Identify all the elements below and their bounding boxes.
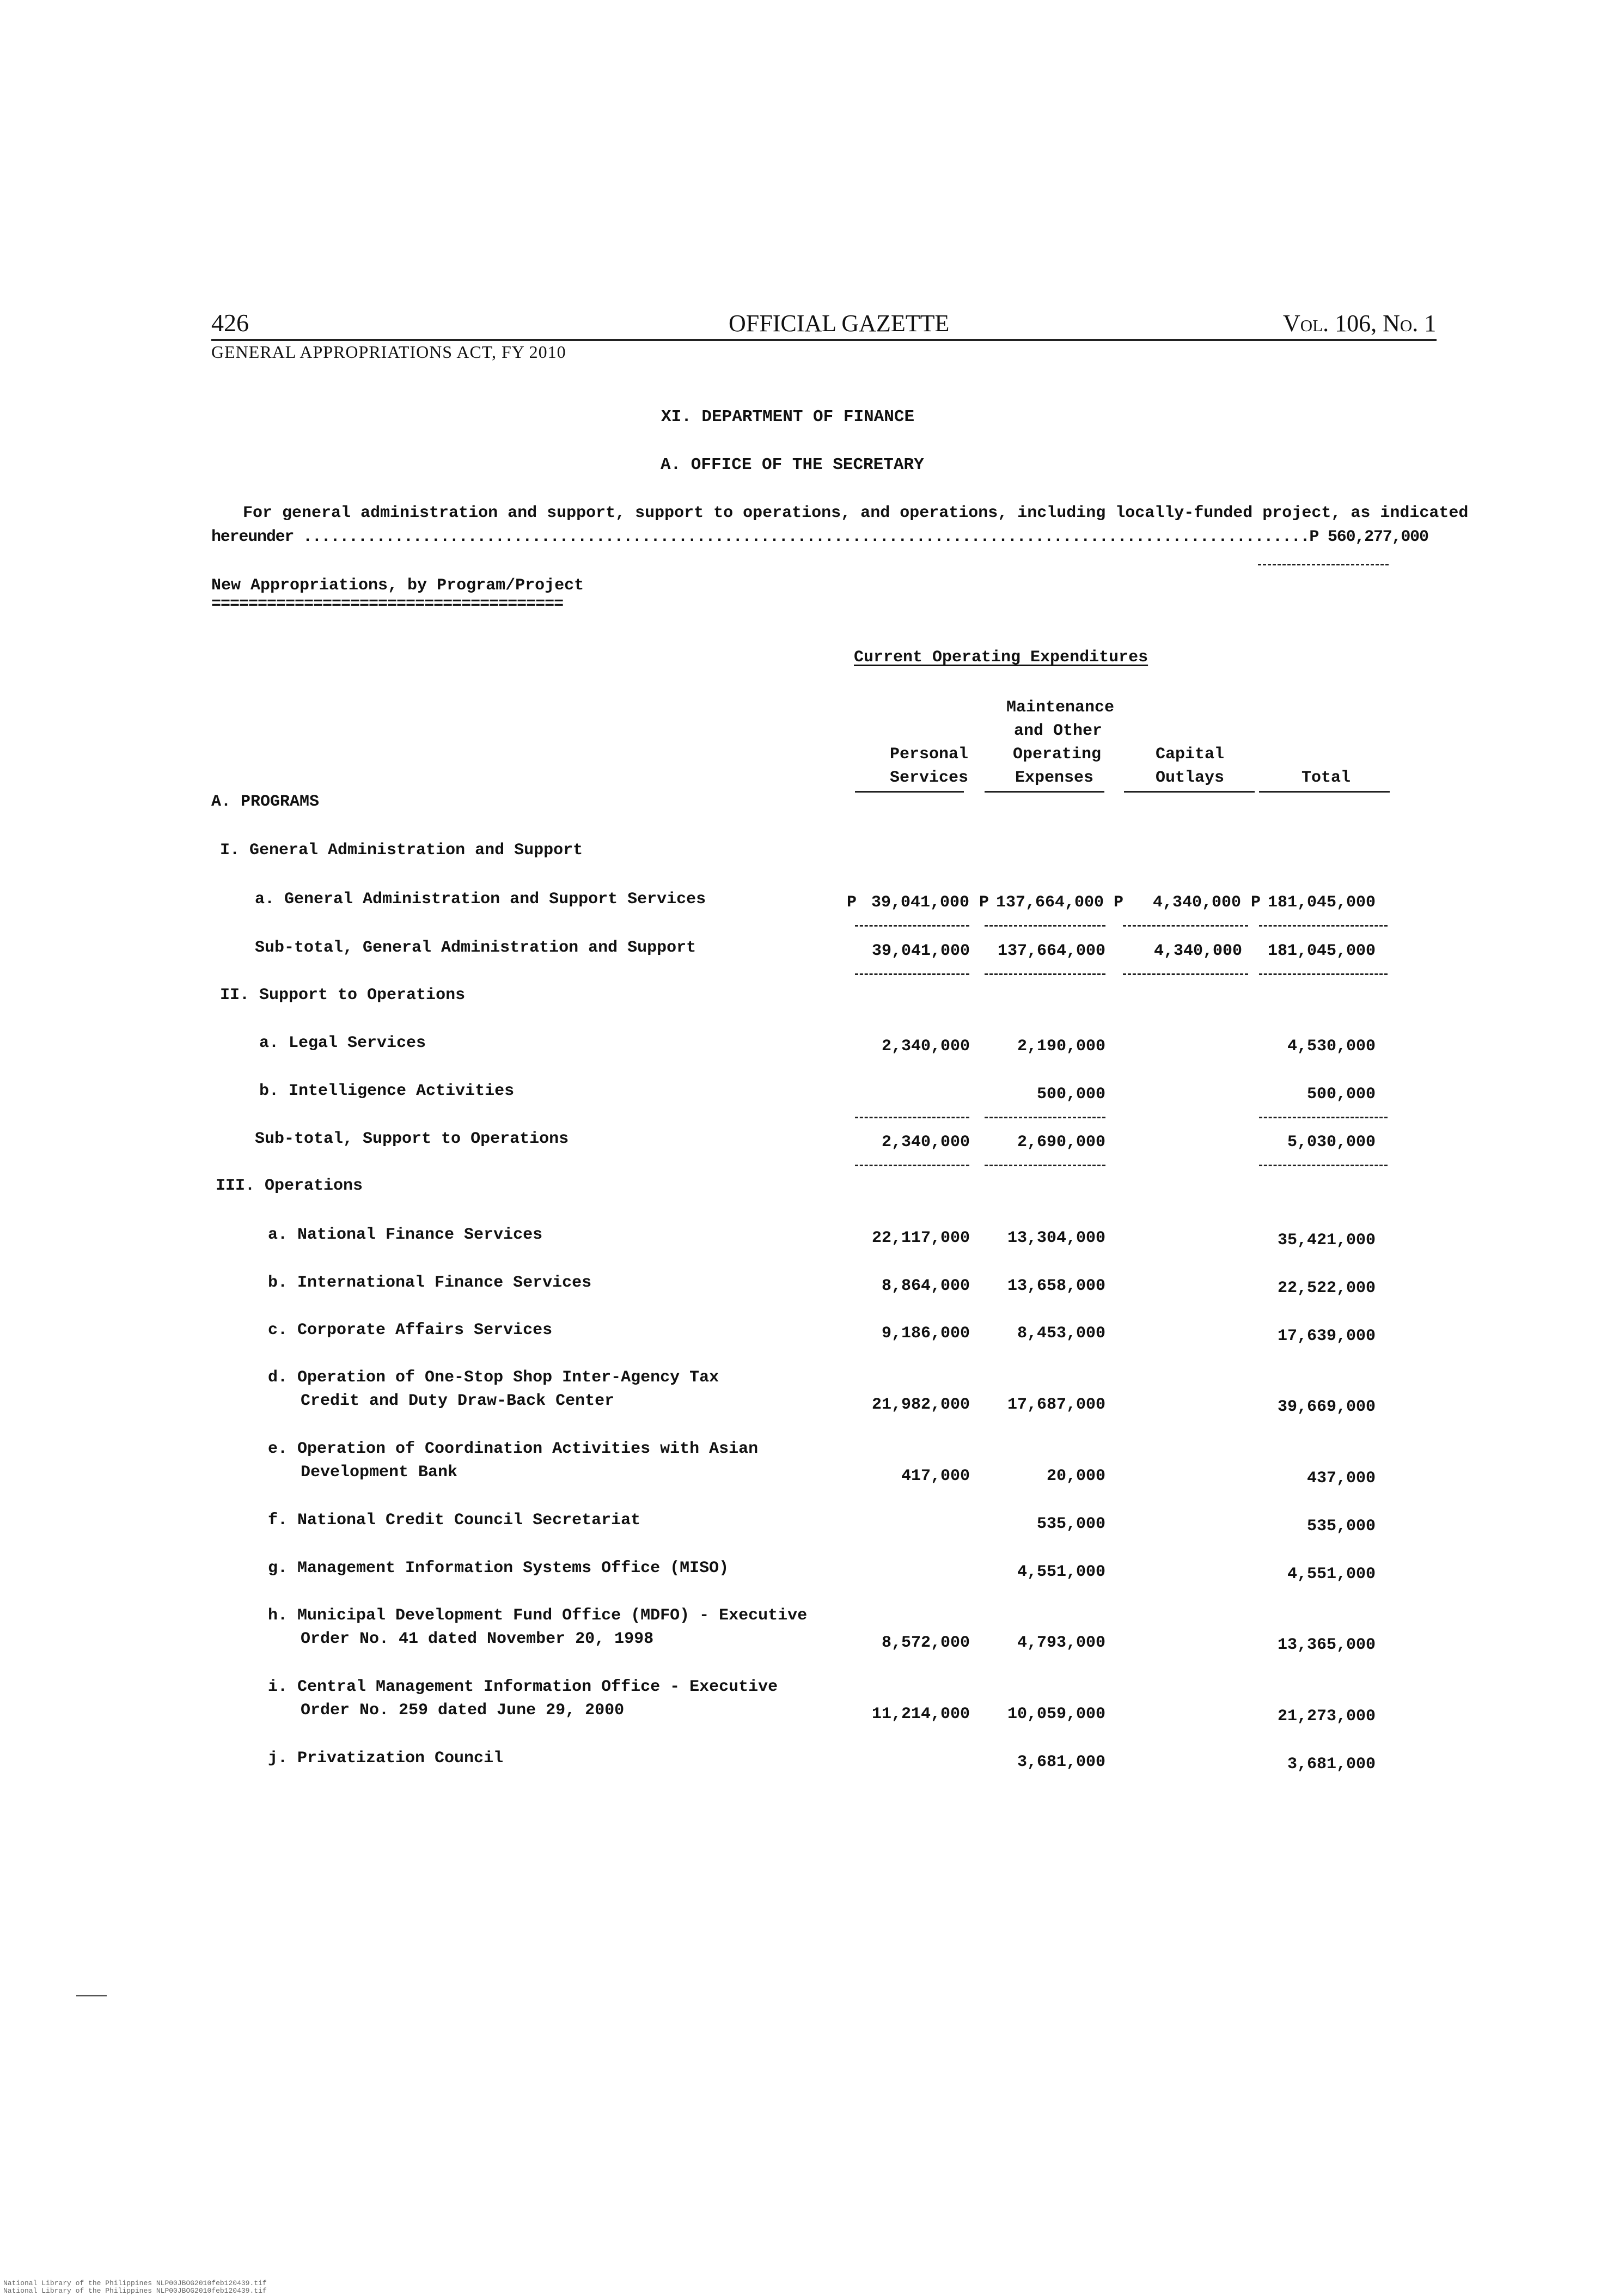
row-total: 4,551,000 bbox=[1287, 1565, 1376, 1584]
header-rule bbox=[211, 339, 1437, 341]
row-total: 21,273,000 bbox=[1277, 1707, 1376, 1726]
current-operating-expenditures-header: Current Operating Expenditures bbox=[854, 648, 1148, 667]
scan-mark bbox=[76, 1995, 107, 1996]
row-i-a-ps: 39,041,000 P bbox=[871, 893, 989, 912]
row-label: g. Management Information Systems Office (MISO) bbox=[268, 1559, 729, 1578]
row-mooe: 10,059,000 bbox=[1007, 1705, 1105, 1723]
row-ps: 9,186,000 bbox=[881, 1324, 970, 1343]
row-label: e. Operation of Coordination Activities with Asian bbox=[268, 1440, 759, 1458]
intro-line-1: For general administration and support, support to operations, and operations, including locally-funded project, as indicated bbox=[243, 504, 1469, 522]
col-mooe-line4: Expenses bbox=[1015, 769, 1094, 787]
rule-i-co bbox=[1123, 925, 1248, 927]
col-co-line2: Outlays bbox=[1156, 769, 1225, 787]
row-label: i. Central Management Information Office - Executive bbox=[268, 1678, 778, 1696]
rule-ii-mooe bbox=[985, 1117, 1105, 1118]
rule-ii-total bbox=[1259, 1117, 1388, 1118]
row-total: 437,000 bbox=[1306, 1469, 1376, 1488]
new-appropriations-rule: ====================================== bbox=[211, 595, 564, 613]
row-i-subtotal-mooe: 137,664,000 bbox=[997, 942, 1105, 960]
row-mooe: 13,658,000 bbox=[1007, 1277, 1105, 1295]
col-ps-underline bbox=[855, 791, 964, 793]
row-ii-b-mooe: 500,000 bbox=[1036, 1085, 1105, 1104]
rule-i-sub-total bbox=[1259, 973, 1388, 975]
row-ii-b-label: b. Intelligence Activities bbox=[259, 1082, 515, 1100]
col-total-underline bbox=[1259, 791, 1390, 793]
row-ii-subtotal-mooe: 2,690,000 bbox=[1017, 1133, 1105, 1152]
row-label-cont: Development Bank bbox=[301, 1463, 458, 1482]
col-mooe-line1: Maintenance bbox=[1006, 698, 1115, 717]
rule-ii-sub-ps bbox=[855, 1165, 969, 1166]
row-label: a. National Finance Services bbox=[268, 1226, 543, 1244]
row-total: 39,669,000 bbox=[1277, 1398, 1376, 1416]
page-number: 426 bbox=[211, 309, 249, 337]
new-appropriations-heading: New Appropriations, by Program/Project bbox=[211, 576, 584, 595]
row-ii-a-ps: 2,340,000 bbox=[881, 1037, 970, 1056]
act-subtitle: GENERAL APPROPRIATIONS ACT, FY 2010 bbox=[211, 342, 566, 362]
row-i-a-co: 4,340,000 P bbox=[1152, 893, 1261, 912]
section-programs: A. PROGRAMS bbox=[211, 793, 320, 811]
rule-i-sub-mooe bbox=[985, 973, 1105, 975]
row-i-a-total: 181,045,000 bbox=[1267, 893, 1376, 912]
row-ii-subtotal-ps: 2,340,000 bbox=[881, 1133, 970, 1152]
row-ps: 21,982,000 bbox=[871, 1396, 970, 1414]
row-ii-subtotal-label: Sub-total, Support to Operations bbox=[255, 1130, 569, 1148]
row-ii-subtotal-total: 5,030,000 bbox=[1287, 1133, 1376, 1152]
row-label-cont: Order No. 41 dated November 20, 1998 bbox=[301, 1630, 654, 1648]
row-ps: 8,864,000 bbox=[881, 1277, 970, 1295]
row-mooe: 4,551,000 bbox=[1017, 1563, 1105, 1581]
row-total: 13,365,000 bbox=[1277, 1636, 1376, 1654]
col-mooe-line2: and Other bbox=[1014, 722, 1103, 740]
row-ii-a-label: a. Legal Services bbox=[259, 1034, 426, 1052]
row-label: d. Operation of One-Stop Shop Inter-Agency Tax bbox=[268, 1368, 719, 1387]
row-ps: 417,000 bbox=[901, 1467, 970, 1485]
row-ii-b-total: 500,000 bbox=[1306, 1085, 1376, 1104]
col-co-line1: Capital bbox=[1156, 745, 1225, 764]
row-mooe: 535,000 bbox=[1036, 1515, 1105, 1533]
row-i-subtotal-co: 4,340,000 bbox=[1153, 942, 1242, 960]
footer-line-2: National Library of the Philippines NLP00JBOG2010feb120439.tif bbox=[3, 2287, 267, 2295]
col-mooe-line3: Operating bbox=[1013, 745, 1102, 764]
section-i-title: I. General Administration and Support bbox=[220, 841, 583, 860]
rule-ii-ps bbox=[855, 1117, 969, 1118]
row-label: c. Corporate Affairs Services bbox=[268, 1321, 553, 1339]
row-label: h. Municipal Development Fund Office (MDFO) - Executive bbox=[268, 1606, 808, 1625]
row-ps: 11,214,000 bbox=[871, 1705, 970, 1723]
row-label-cont: Credit and Duty Draw-Back Center bbox=[301, 1392, 615, 1410]
row-i-a-peso: P bbox=[847, 893, 857, 912]
row-ii-a-mooe: 2,190,000 bbox=[1017, 1037, 1105, 1056]
col-ps-line2: Services bbox=[890, 769, 969, 787]
volume-number: Vol. 106, No. 1 bbox=[1283, 310, 1437, 337]
row-ii-a-total: 4,530,000 bbox=[1287, 1037, 1376, 1056]
row-i-a-label: a. General Administration and Support Services bbox=[255, 890, 706, 909]
rule-ii-sub-total bbox=[1259, 1165, 1388, 1166]
row-mooe: 13,304,000 bbox=[1007, 1229, 1105, 1247]
col-ps-line1: Personal bbox=[890, 745, 969, 764]
footer-line-1: National Library of the Philippines NLP00JBOG2010feb120439.tif bbox=[3, 2279, 267, 2287]
row-label-cont: Order No. 259 dated June 29, 2000 bbox=[301, 1701, 625, 1720]
row-total: 35,421,000 bbox=[1277, 1231, 1376, 1250]
rule-i-mooe bbox=[985, 925, 1105, 927]
intro-line-2: hereunder ..............................................................................................................P 560,277,000 bbox=[211, 528, 1428, 546]
row-i-subtotal-label: Sub-total, General Administration and Support bbox=[255, 939, 696, 957]
row-ps: 22,117,000 bbox=[871, 1229, 970, 1247]
row-label: b. International Finance Services bbox=[268, 1274, 592, 1292]
row-i-subtotal-ps: 39,041,000 bbox=[871, 942, 970, 960]
col-co-underline bbox=[1124, 791, 1255, 793]
row-mooe: 4,793,000 bbox=[1017, 1634, 1105, 1652]
row-mooe: 17,687,000 bbox=[1007, 1396, 1105, 1414]
row-i-a-mooe: 137,664,000 P bbox=[995, 893, 1123, 912]
row-i-subtotal-total: 181,045,000 bbox=[1267, 942, 1376, 960]
row-total: 3,681,000 bbox=[1287, 1755, 1376, 1774]
row-total: 17,639,000 bbox=[1277, 1327, 1376, 1345]
rule-i-total bbox=[1259, 925, 1388, 927]
row-label: j. Privatization Council bbox=[268, 1749, 504, 1768]
row-total: 22,522,000 bbox=[1277, 1279, 1376, 1298]
publication-title: OFFICIAL GAZETTE bbox=[729, 310, 950, 337]
section-iii-title: III. Operations bbox=[216, 1177, 363, 1195]
col-mooe-underline bbox=[985, 791, 1104, 793]
row-mooe: 20,000 bbox=[1046, 1467, 1105, 1485]
rule-i-sub-co bbox=[1123, 973, 1248, 975]
row-total: 535,000 bbox=[1306, 1517, 1376, 1536]
rule-i-ps bbox=[855, 925, 969, 927]
row-mooe: 3,681,000 bbox=[1017, 1753, 1105, 1771]
col-total: Total bbox=[1302, 769, 1351, 787]
row-mooe: 8,453,000 bbox=[1017, 1324, 1105, 1343]
rule-ii-sub-mooe bbox=[985, 1165, 1105, 1166]
section-ii-title: II. Support to Operations bbox=[220, 986, 466, 1004]
department-title: XI. DEPARTMENT OF FINANCE bbox=[661, 407, 915, 427]
intro-total-rule bbox=[1258, 564, 1389, 565]
row-ps: 8,572,000 bbox=[881, 1634, 970, 1652]
row-label: f. National Credit Council Secretariat bbox=[268, 1511, 641, 1530]
rule-i-sub-ps bbox=[855, 973, 969, 975]
office-title: A. OFFICE OF THE SECRETARY bbox=[661, 455, 924, 474]
